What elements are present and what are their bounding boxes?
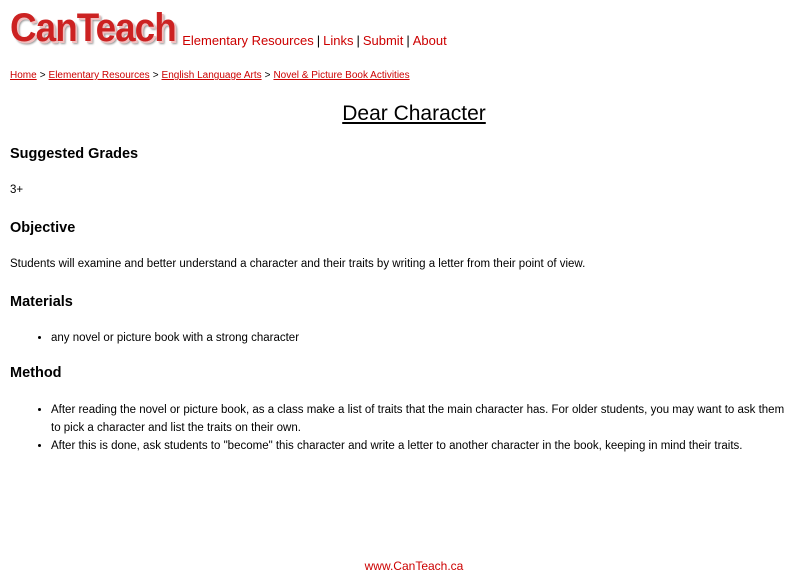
site-header (10, 6, 447, 50)
page-title: Dear Character (342, 102, 486, 125)
nav-elementary-resources[interactable]: Elementary Resources (182, 33, 314, 48)
top-nav (182, 33, 446, 50)
breadcrumb-separator: > (264, 70, 271, 81)
nav-links[interactable]: Links (323, 33, 354, 48)
breadcrumb (10, 70, 410, 81)
breadcrumb-english-language-arts[interactable]: English Language Arts (161, 70, 262, 81)
nav-separator: | (316, 33, 321, 48)
site-logo[interactable]: CanTeach (10, 6, 176, 50)
breadcrumb-novel-picture-book[interactable]: Novel & Picture Book Activities (273, 70, 410, 81)
breadcrumb-separator: > (152, 70, 159, 81)
nav-about[interactable]: About (412, 33, 447, 48)
grades-text: 3+ (10, 184, 24, 196)
objective-text: Students will examine and better understand a character and their traits by writing a letter from their point of view. (10, 258, 586, 270)
heading-objective: Objective (10, 220, 76, 236)
breadcrumb-elementary-resources[interactable]: Elementary Resources (48, 70, 150, 81)
nav-separator: | (406, 33, 410, 48)
list-item: • any novel or picture book with a strong character (51, 329, 796, 347)
heading-materials: Materials (10, 294, 73, 310)
list-item: • After this is done, ask students to "become" this character and write a letter to another character in the book, keeping in mind their traits. (51, 437, 796, 455)
materials-list (10, 329, 796, 347)
footer-link[interactable]: www.CanTeach.ca (364, 559, 464, 573)
breadcrumb-separator: > (39, 70, 46, 81)
nav-submit[interactable]: Submit (362, 33, 404, 48)
method-list (10, 401, 796, 455)
footer (0, 559, 800, 573)
heading-suggested-grades: Suggested Grades (10, 146, 139, 162)
nav-separator: | (356, 33, 360, 48)
list-item: • After reading the novel or picture book, as a class make a list of traits that the main character has. For older students, you may want to ask them to pick a character and list the traits on their own. (51, 401, 796, 437)
heading-method: Method (10, 365, 62, 381)
breadcrumb-home[interactable]: Home (10, 70, 37, 81)
